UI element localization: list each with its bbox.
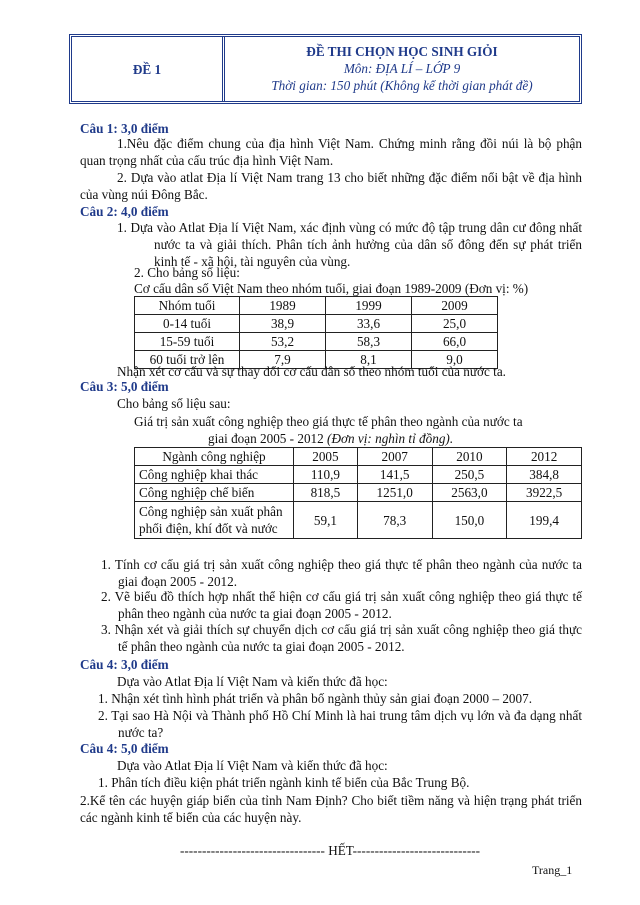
table-cell: 110,9	[294, 466, 358, 484]
table-cell: 60 tuổi trở lên	[135, 351, 240, 369]
q1-part1: 1.Nêu đặc điểm chung của địa hình Việt Nam. Chứng minh rằng đồi núi là bộ phận quan trọng nhất của cấu trúc địa hình Việt Nam.	[80, 136, 582, 168]
table-cell: 25,0	[412, 315, 498, 333]
q4-intro: Dựa vào Atlat Địa lí Việt Nam và kiến thức đã học:	[117, 674, 388, 689]
exam-header-info	[225, 37, 579, 101]
table-cell: 66,0	[412, 333, 498, 351]
industry-table	[134, 447, 582, 539]
table-header-row	[135, 297, 498, 315]
q5-title: Câu 4: 5,0 điểm	[80, 741, 169, 756]
q4-item1: 1. Nhận xét tình hình phát triển và phân bố ngành thủy sản giai đoạn 2000 – 2007.	[98, 691, 533, 706]
table-cell: 58,3	[326, 333, 412, 351]
table-cell: 0-14 tuổi	[135, 315, 240, 333]
q2-title: Câu 2: 4,0 điểm	[80, 204, 169, 219]
table-header-row	[135, 448, 582, 466]
q3-caption-period: giai đoạn 2005 - 2012	[208, 431, 328, 446]
table-cell: 818,5	[294, 484, 358, 502]
q5-item2: 2.Kể tên các huyện giáp biển của tỉnh Nam Định? Cho biết tiềm năng và hiện trạng phát triển các ngành kinh tế biển của các huyện này.	[80, 793, 582, 825]
table-cell: Công nghiệp chế biến	[135, 484, 294, 502]
table-cell: 8,1	[326, 351, 412, 369]
q4-item2: 2. Tại sao Hà Nội và Thành phố Hồ Chí Minh là hai trung tâm dịch vụ lớn và đa dạng nhất nước ta?	[98, 708, 582, 740]
q5-item1: 1. Phân tích điều kiện phát triển ngành kinh tế biển của Bắc Trung Bộ.	[98, 775, 470, 790]
table-cell: 199,4	[507, 502, 582, 539]
end-marker: --------------------------------- HẾT-----------------------------	[180, 843, 480, 858]
table-header: 1989	[240, 297, 326, 315]
table-header: 2009	[412, 297, 498, 315]
table-cell: 7,9	[240, 351, 326, 369]
table-row	[135, 484, 582, 502]
table-cell: 250,5	[432, 466, 507, 484]
table-cell: 15-59 tuổi	[135, 333, 240, 351]
table-row	[135, 333, 498, 351]
population-table	[134, 296, 498, 369]
table-header: 2012	[507, 448, 582, 466]
table-row	[135, 466, 582, 484]
table-cell: 78,3	[357, 502, 432, 539]
q2-item2: 2. Cho bảng số liệu:	[134, 265, 240, 280]
table-cell: 1251,0	[357, 484, 432, 502]
q3-caption-unit: (Đơn vị: nghìn tỉ đồng).	[327, 431, 454, 446]
table-cell: 38,9	[240, 315, 326, 333]
exam-subject: Môn: ĐỊA LÍ – LỚP 9	[343, 61, 461, 76]
table-cell: Công nghiệp sản xuất phân phối điện, khí đốt và nước	[135, 502, 294, 539]
table-header: 2005	[294, 448, 358, 466]
page-number: Trang_1	[532, 863, 573, 877]
table-header: 2007	[357, 448, 432, 466]
table-cell: 141,5	[357, 466, 432, 484]
q3-item2: 2. Vẽ biểu đồ thích hợp nhất thể hiện cơ cấu giá trị sản xuất công nghiệp theo giá thực tế phân theo ngành của nước ta giai đoạn 2005 - 2012.	[101, 589, 582, 621]
q2-task: Nhận xét cơ cấu và sự thay đổi cơ cấu dân số theo nhóm tuổi của nước ta.	[117, 364, 506, 379]
table-row	[135, 502, 582, 539]
table-cell: 150,0	[432, 502, 507, 539]
q3-caption-line2	[208, 430, 453, 447]
table-header: Ngành công nghiệp	[135, 448, 294, 466]
table-cell: 9,0	[412, 351, 498, 369]
q3-item3: 3. Nhận xét và giải thích sự chuyển dịch cơ cấu giá trị sản xuất công nghiệp theo giá thực tế phân theo ngành của nước ta giai đoạn 2005 - 2012.	[101, 622, 582, 654]
table-cell: 53,2	[240, 333, 326, 351]
table-cell: 2563,0	[432, 484, 507, 502]
table-header: Nhóm tuổi	[135, 297, 240, 315]
q1-title: Câu 1: 3,0 điểm	[80, 121, 169, 136]
table-cell: Công nghiệp khai thác	[135, 466, 294, 484]
table-row	[135, 315, 498, 333]
table-cell: 59,1	[294, 502, 358, 539]
table-header: 1999	[326, 297, 412, 315]
table-header: 2010	[432, 448, 507, 466]
q1-part2: 2. Dựa vào atlat Địa lí Việt Nam trang 13 cho biết những đặc điểm nổi bật về địa hình của vùng núi Đông Bắc.	[80, 170, 582, 202]
q3-item1: 1. Tính cơ cấu giá trị sản xuất công nghiệp theo giá thực tế phân theo ngành của nước ta giai đoạn 2005 - 2012.	[101, 557, 582, 589]
q2-table-caption: Cơ cấu dân số Việt Nam theo nhóm tuổi, giai đoạn 1989-2009 (Đơn vị: %)	[134, 281, 529, 296]
table-cell: 33,6	[326, 315, 412, 333]
table-cell: 384,8	[507, 466, 582, 484]
q5-intro: Dựa vào Atlat Địa lí Việt Nam và kiến thức đã học:	[117, 758, 388, 773]
q3-intro: Cho bảng số liệu sau:	[117, 396, 231, 411]
q3-caption: Giá trị sản xuất công nghiệp theo giá thực tế phân theo ngành của nước ta	[134, 414, 523, 429]
exam-time: Thời gian: 150 phút (Không kể thời gian phát đề)	[271, 78, 533, 93]
q4-title: Câu 4: 3,0 điểm	[80, 657, 169, 672]
exam-title: ĐỀ THI CHỌN HỌC SINH GIỎI	[306, 44, 498, 59]
exam-header	[69, 34, 582, 104]
exam-code: ĐỀ 1	[72, 37, 225, 101]
q2-item1: 1. Dựa vào Atlat Địa lí Việt Nam, xác định vùng có mức độ tập trung dân cư đông nhất nước ta và giải thích. Phân tích ảnh hưởng của dân số đông đến sự phát triển kinh tế - xã hội, tài nguyên của vùng.	[117, 220, 582, 269]
table-cell: 3922,5	[507, 484, 582, 502]
q3-title: Câu 3: 5,0 điểm	[80, 379, 169, 394]
